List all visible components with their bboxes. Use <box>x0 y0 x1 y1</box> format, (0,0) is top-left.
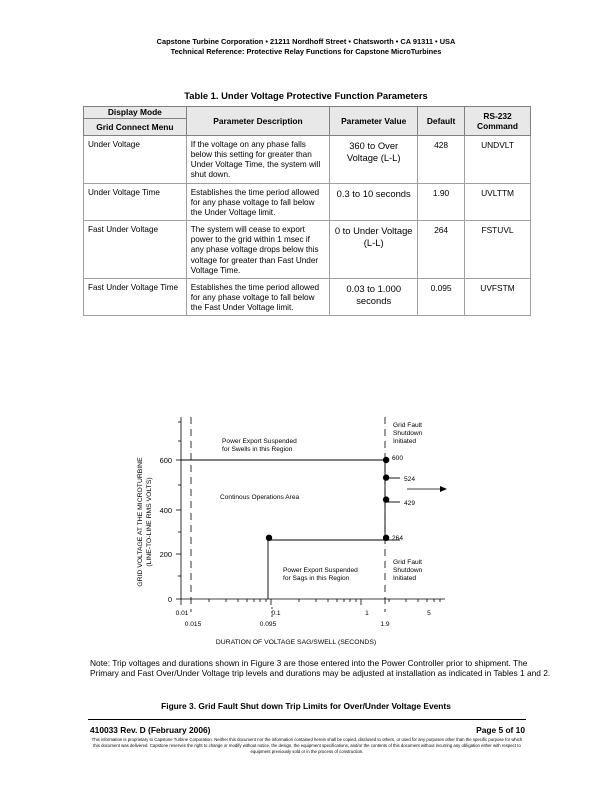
header-rs232-command: RS-232 Command <box>465 107 531 136</box>
region-sag-label: Power Export Suspended <box>283 567 358 574</box>
y-axis-label-units: (LINE-TO-LINE RMS VOLTS) <box>146 477 153 567</box>
trip-point <box>383 474 389 480</box>
footer-page-number: Page 5 of 10 <box>476 725 525 735</box>
x-tick-label: 0.1 <box>271 610 281 617</box>
shutdown-label-bottom: Initiated <box>393 575 417 582</box>
cell-value: 360 to Over Voltage (L-L) <box>330 135 418 183</box>
y-ticks <box>176 422 181 599</box>
cell-value: 0.3 to 10 seconds <box>330 183 418 221</box>
arrow-right-icon <box>440 486 447 492</box>
cell-default: 1.90 <box>418 183 465 221</box>
region-swell-label: Power Export Suspended <box>222 438 297 445</box>
table-header-row <box>84 107 531 136</box>
cell-menu: Under Voltage <box>84 135 187 183</box>
cell-menu: Under Voltage Time <box>84 183 187 221</box>
shutdown-label-top: Initiated <box>393 438 417 445</box>
trip-limits-figure <box>0 400 612 650</box>
table-row <box>84 135 531 183</box>
trip-point <box>383 496 389 502</box>
x-tick-label: 0.095 <box>259 621 277 628</box>
x-tick-label: 5 <box>427 610 431 617</box>
point-label: 600 <box>392 455 404 462</box>
cell-menu: Fast Under Voltage Time <box>84 278 187 316</box>
y-tick-label: 400 <box>159 506 172 515</box>
cell-command: FSTUVL <box>465 221 531 279</box>
x-tick-label: 0.015 <box>184 621 202 628</box>
y-tick-label: 0 <box>167 595 172 604</box>
header-parameter-value: Parameter Value <box>330 107 418 136</box>
shutdown-label-top: Shutdown <box>393 430 423 437</box>
cell-command: UVFSTM <box>465 278 531 316</box>
cell-description: Establishes the time period allowed for any phase voltage to fall below the Fast Under Voltage limit. <box>186 278 330 316</box>
cell-command: UNDVLT <box>465 135 531 183</box>
footer-doc-id: 410033 Rev. D (February 2006) <box>90 725 211 735</box>
y-axis-label: GRID VOLTAGE AT THE MICROTURBINE <box>137 457 144 587</box>
header-display-mode: Display Mode <box>84 107 186 119</box>
table-caption: Table 1. Under Voltage Protective Function Parameters <box>184 90 428 101</box>
cell-description: The system will cease to export power to the grid within 1 msec if any phase voltage drops below this voltage for greater than Fast Under Voltage Time. <box>186 221 330 279</box>
footer-fine-print: This information is proprietary to Capstone Turbine Corporation. Neither this document nor the information contained herein shall be copied, disclosed to others, or used for any purposes other than the specific purpose for which this document was delivered. Capstone reserves the right to change or modify without notice, the design, the equipment specifications, and/or the contents of this document without incurring any obligation either with respect to equipment previously sold or in the process of construction. <box>91 737 523 754</box>
cell-default: 428 <box>418 135 465 183</box>
cell-menu: Fast Under Voltage <box>84 221 187 279</box>
figure-caption: Figure 3. Grid Fault Shut down Trip Limits for Over/Under Voltage Events <box>161 701 451 711</box>
header-grid-connect-menu <box>84 107 187 136</box>
header-title-line: Technical Reference: Protective Relay Functions for Capstone MicroTurbines <box>170 47 442 56</box>
cell-command: UVLTTM <box>465 183 531 221</box>
trip-point <box>383 535 389 541</box>
header-company-line: Capstone Turbine Corporation • 21211 Nordhoff Street • Chatsworth • CA 91311 • USA <box>156 37 456 46</box>
region-normal-label: Continous Operations Area <box>220 494 300 501</box>
footer-divider <box>88 719 526 720</box>
header-grid-connect-menu-label: Grid Connect Menu <box>96 122 174 133</box>
cell-value: 0.03 to 1.000 seconds <box>330 278 418 316</box>
cell-description: Establishes the time period allowed for any phase voltage to fall below the Under Voltage limit. <box>186 183 330 221</box>
parameters-table <box>83 106 531 316</box>
region-sag-label: for Sags in this Region <box>283 575 350 582</box>
x-tick-label: 0.01 <box>175 610 189 617</box>
y-tick-label: 200 <box>159 550 172 559</box>
cell-description: If the voltage on any phase falls below this setting for greater than Under Voltage Time, the system will shut down. <box>186 135 330 183</box>
table-row <box>84 183 531 221</box>
figure-note: Note: Trip voltages and durations shown in Figure 3 are those entered into the Power Controller prior to shipment. The Primary and Fast Over/Under Voltage trip levels and durations may be adjusted at installation as indicated in Tables 1 and 2. <box>90 658 551 679</box>
x-tick-label: 1.9 <box>380 621 390 628</box>
table-row <box>84 278 531 316</box>
header-parameter-description: Parameter Description <box>186 107 330 136</box>
trip-point <box>383 457 389 463</box>
shutdown-label-bottom: Shutdown <box>393 567 423 574</box>
x-axis-label: DURATION OF VOLTAGE SAG/SWELL (SECONDS) <box>215 639 377 646</box>
cell-value: 0 to Under Voltage (L-L) <box>330 221 418 279</box>
region-swell-label: for Swells in this Region <box>222 446 293 453</box>
shutdown-label-bottom: Grid Fault <box>393 559 422 566</box>
header-default: Default <box>418 107 465 136</box>
point-label: 429 <box>404 500 416 507</box>
point-label: 524 <box>404 476 416 483</box>
cell-default: 264 <box>418 221 465 279</box>
y-tick-label: 600 <box>159 456 172 465</box>
trip-point <box>266 535 272 541</box>
cell-default: 0.095 <box>418 278 465 316</box>
x-tick-label: 1 <box>365 610 369 617</box>
x-ticks <box>181 599 440 605</box>
table-row <box>84 221 531 279</box>
point-label: 264 <box>392 535 404 542</box>
shutdown-label-top: Grid Fault <box>393 422 422 429</box>
